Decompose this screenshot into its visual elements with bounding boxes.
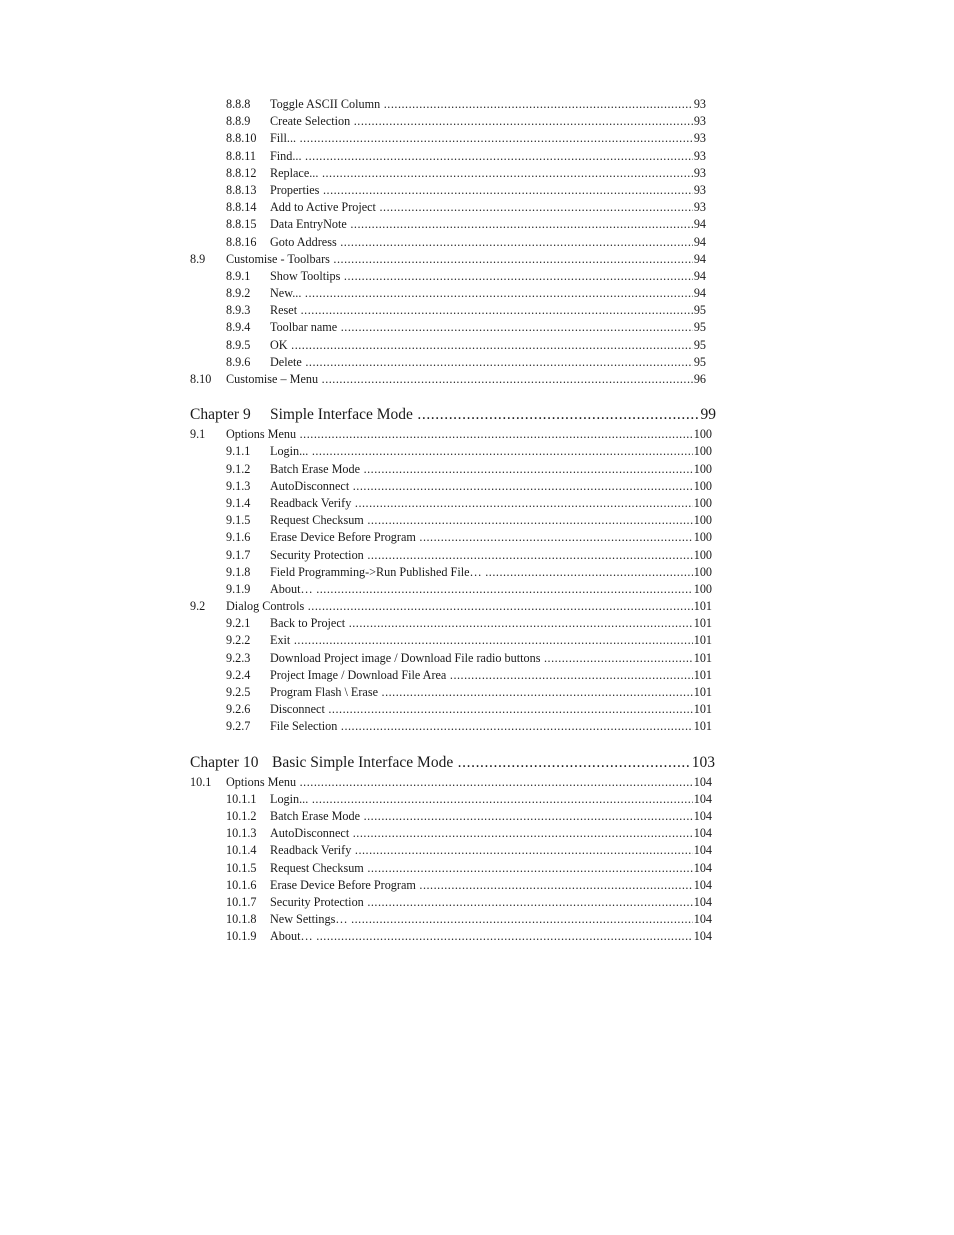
entry-page-area (270, 130, 706, 147)
entry-page-number: 101 (693, 701, 712, 718)
entry-title: Batch Erase Mode ..... (270, 461, 712, 478)
entry-page-number: 96 (693, 371, 706, 388)
entry-page-area (270, 165, 706, 182)
entry-title: Goto Address ..... (270, 234, 706, 251)
entry-page-number: 104 (693, 808, 712, 825)
entry-title: AutoDisconnect ..... (270, 478, 712, 495)
entry-page-area (270, 443, 712, 460)
toc-subsection-entry[interactable] (0, 337, 954, 354)
entry-number: 9.2.3 (226, 650, 251, 665)
entry-page-number: 94 (693, 216, 706, 233)
entry-page-area (270, 842, 712, 859)
toc-subsection-entry[interactable] (0, 877, 954, 894)
entry-number: 8.9.1 (226, 268, 251, 283)
toc-subsection-entry[interactable] (0, 199, 954, 216)
entry-page-number: 104 (693, 842, 712, 859)
entry-title: File Selection ..... (270, 718, 712, 735)
entry-page-area (270, 285, 706, 302)
entry-title: Erase Device Before Program ..... (270, 529, 712, 546)
entry-title: Options Menu ..... (226, 774, 712, 791)
entry-title: Security Protection ..... (270, 894, 712, 911)
entry-title: Security Protection ..... (270, 547, 712, 564)
entry-page-area (270, 718, 712, 735)
entry-page-number: 104 (693, 825, 712, 842)
entry-number: 9.2.5 (226, 685, 251, 699)
entry-number: 8.9.4 (226, 320, 251, 335)
entry-title: Readback Verify ..... (270, 495, 712, 512)
entry-title: New... ..... (270, 285, 706, 302)
toc-chapter-heading[interactable] (0, 404, 954, 426)
toc-subsection-entry[interactable] (0, 650, 954, 667)
entry-page-number: 94 (693, 285, 706, 302)
toc-subsection-entry[interactable] (0, 165, 954, 182)
entry-page-number: 93 (693, 96, 706, 113)
entry-title: About… ..... (270, 928, 712, 945)
entry-number: 10.1.3 (226, 826, 257, 841)
entry-page-area (270, 216, 706, 233)
entry-page-area (270, 684, 712, 701)
entry-page-area (270, 337, 706, 354)
entry-title: Field Programming->Run Published File… ..... (270, 564, 712, 581)
entry-page-area (270, 701, 712, 718)
entry-number: 10.1.2 (226, 808, 257, 823)
entry-number: 9.1.8 (226, 564, 251, 579)
entry-page-number: 100 (693, 529, 712, 546)
entry-page-area (270, 928, 712, 945)
toc-subsection-entry[interactable] (0, 113, 954, 130)
entry-title: Find... ..... (270, 148, 706, 165)
entry-page-area (226, 371, 706, 388)
entry-page-number: 101 (693, 650, 712, 667)
entry-page-number: 100 (693, 426, 712, 443)
toc-section-entry[interactable] (0, 774, 954, 791)
entry-title: Toolbar name ..... (270, 319, 706, 336)
entry-number: 9.2.6 (226, 702, 251, 717)
entry-page-number: 100 (693, 512, 712, 529)
toc-subsection-entry[interactable] (0, 564, 954, 581)
entry-number: 9.1.3 (226, 478, 251, 493)
entry-page-number: 104 (693, 911, 712, 928)
entry-page-number: 101 (693, 615, 712, 632)
entry-number: 8.9.5 (226, 337, 251, 352)
entry-page-area (270, 894, 712, 911)
toc-subsection-entry[interactable] (0, 96, 954, 113)
toc-subsection-entry[interactable] (0, 632, 954, 649)
toc-subsection-entry[interactable] (0, 615, 954, 632)
toc-subsection-entry[interactable] (0, 684, 954, 701)
entry-title: Replace... ..... (270, 165, 706, 182)
entry-page-area (270, 268, 706, 285)
entry-number: 8.9.3 (226, 303, 251, 318)
entry-number: 9.1.7 (226, 547, 251, 562)
toc-subsection-entry[interactable] (0, 182, 954, 199)
toc-subsection-entry[interactable] (0, 461, 954, 478)
entry-number: 10.1 (190, 774, 212, 789)
toc-subsection-entry[interactable] (0, 825, 954, 842)
entry-page-number: 95 (693, 319, 706, 336)
entry-title: Show Tooltips ..... (270, 268, 706, 285)
entry-page-area (270, 564, 712, 581)
toc-subsection-entry[interactable] (0, 354, 954, 371)
entry-number: 9.1.2 (226, 461, 251, 476)
entry-page-area (270, 615, 712, 632)
entry-number: 10.1.9 (226, 929, 257, 944)
entry-page-area (226, 774, 712, 791)
toc-subsection-entry[interactable] (0, 130, 954, 147)
entry-page-area (270, 650, 712, 667)
toc-subsection-entry[interactable] (0, 791, 954, 808)
entry-page-number: 94 (693, 268, 706, 285)
entry-page-area (270, 354, 706, 371)
entry-page-area (270, 791, 712, 808)
entry-page-number: 94 (693, 251, 706, 268)
entry-title: Delete ..... (270, 354, 706, 371)
entry-number: 9.2.1 (226, 616, 251, 631)
entry-title: Back to Project ..... (270, 615, 712, 632)
entry-title: Create Selection ..... (270, 113, 706, 130)
toc-subsection-entry[interactable] (0, 268, 954, 285)
entry-number: 9.1.9 (226, 581, 251, 596)
entry-title: Project Image / Download File Area ..... (270, 667, 712, 684)
toc-subsection-entry[interactable] (0, 216, 954, 233)
entry-page-area (270, 234, 706, 251)
entry-page-number: 100 (693, 461, 712, 478)
chapter-page-area (272, 752, 715, 774)
entry-page-number: 100 (693, 478, 712, 495)
entry-page-area (270, 478, 712, 495)
entry-page-area (270, 461, 712, 478)
entry-number: 9.1.6 (226, 530, 251, 545)
entry-page-number: 101 (693, 684, 712, 701)
entry-number: 8.8.11 (226, 148, 257, 163)
entry-page-area (270, 825, 712, 842)
toc-subsection-entry[interactable] (0, 718, 954, 735)
entry-page-area (270, 860, 712, 877)
entry-title: New Settings… ..... (270, 911, 712, 928)
entry-title: Reset ..... (270, 302, 706, 319)
entry-title: Fill... ..... (270, 130, 706, 147)
entry-number: 9.1.1 (226, 444, 251, 459)
entry-page-number: 93 (693, 113, 706, 130)
entry-number: 8.8.15 (226, 217, 257, 232)
entry-page-area (270, 319, 706, 336)
entry-number: 9.1 (190, 427, 206, 442)
entry-number: 8.8.10 (226, 131, 257, 146)
entry-number: 9.2.2 (226, 633, 251, 648)
toc-section-entry[interactable] (0, 371, 954, 388)
entry-title: Disconnect ..... (270, 701, 712, 718)
entry-number: 9.2.4 (226, 667, 251, 682)
chapter-page-number: 103 (689, 752, 715, 774)
entry-number: 10.1.5 (226, 860, 257, 875)
entry-page-number: 100 (693, 547, 712, 564)
entry-number: 10.1.4 (226, 843, 257, 858)
toc-subsection-entry[interactable] (0, 302, 954, 319)
toc-subsection-entry[interactable] (0, 148, 954, 165)
entry-page-number: 100 (693, 564, 712, 581)
toc-subsection-entry[interactable] (0, 808, 954, 825)
entry-page-number: 100 (693, 581, 712, 598)
entry-page-number: 101 (693, 667, 712, 684)
entry-page-area (270, 529, 712, 546)
entry-number: 8.9.2 (226, 286, 251, 301)
entry-page-number: 93 (693, 182, 706, 199)
entry-title: Login... ..... (270, 791, 712, 808)
toc-subsection-entry[interactable] (0, 547, 954, 564)
entry-number: 8.8.13 (226, 182, 257, 197)
entry-number: 9.1.4 (226, 495, 251, 510)
entry-number: 8.10 (190, 372, 212, 386)
entry-title: Erase Device Before Program ..... (270, 877, 712, 894)
toc-subsection-entry[interactable] (0, 842, 954, 859)
entry-number: 8.8.8 (226, 97, 251, 111)
toc-subsection-entry[interactable] (0, 285, 954, 302)
entry-page-area (270, 302, 706, 319)
entry-title: Request Checksum ..... (270, 860, 712, 877)
entry-page-area (270, 96, 706, 113)
entry-page-area (270, 632, 712, 649)
entry-page-area (226, 251, 706, 268)
entry-page-number: 101 (693, 632, 712, 649)
toc-section-entry[interactable] (0, 598, 954, 615)
toc-subsection-entry[interactable] (0, 478, 954, 495)
entry-page-area (270, 877, 712, 894)
entry-page-area (270, 512, 712, 529)
entry-number: 10.1.1 (226, 791, 257, 806)
entry-number: 10.1.8 (226, 912, 257, 927)
entry-page-number: 104 (693, 877, 712, 894)
entry-page-number: 101 (693, 598, 712, 615)
entry-page-area (270, 182, 706, 199)
entry-title: About… ..... (270, 581, 712, 598)
entry-title: Options Menu ..... (226, 426, 712, 443)
entry-page-number: 93 (693, 130, 706, 147)
entry-number: 10.1.7 (226, 894, 257, 909)
entry-page-number: 101 (693, 718, 712, 735)
entry-number: 8.8.16 (226, 234, 257, 249)
entry-number: 8.9.6 (226, 354, 251, 369)
entry-page-area (226, 598, 712, 615)
chapter-page-area (270, 404, 716, 426)
entry-number: 9.2 (190, 599, 206, 614)
entry-page-number: 95 (693, 354, 706, 371)
toc-subsection-entry[interactable] (0, 911, 954, 928)
entry-title: Exit ..... (270, 632, 712, 649)
entry-title: Program Flash \ Erase ..... (270, 684, 712, 701)
toc-subsection-entry[interactable] (0, 860, 954, 877)
entry-page-number: 104 (693, 894, 712, 911)
entry-title: Readback Verify ..... (270, 842, 712, 859)
entry-page-area (270, 547, 712, 564)
toc-subsection-entry[interactable] (0, 894, 954, 911)
toc-subsection-entry[interactable] (0, 495, 954, 512)
entry-title: Customise – Menu ..... (226, 371, 706, 388)
entry-page-area (270, 199, 706, 216)
toc-subsection-entry[interactable] (0, 319, 954, 336)
toc-section-entry[interactable] (0, 251, 954, 268)
entry-number: 10.1.6 (226, 877, 257, 892)
toc-subsection-entry[interactable] (0, 667, 954, 684)
entry-page-number: 104 (693, 774, 712, 791)
entry-number: 8.8.12 (226, 165, 257, 180)
entry-title: Toggle ASCII Column ..... (270, 96, 706, 113)
toc-subsection-entry[interactable] (0, 443, 954, 460)
chapter-title: Simple Interface Mode ..... (270, 404, 716, 426)
entry-page-number: 93 (693, 199, 706, 216)
entry-title: AutoDisconnect ..... (270, 825, 712, 842)
toc-subsection-entry[interactable] (0, 928, 954, 945)
toc-subsection-entry[interactable] (0, 512, 954, 529)
entry-page-area (270, 148, 706, 165)
entry-page-area (270, 113, 706, 130)
entry-number: 8.8.14 (226, 200, 257, 215)
entry-title: Download Project image / Download File radio buttons ..... (270, 650, 712, 667)
entry-page-number: 94 (693, 234, 706, 251)
entry-title: Properties ..... (270, 182, 706, 199)
entry-title: Batch Erase Mode ..... (270, 808, 712, 825)
toc-subsection-entry[interactable] (0, 581, 954, 598)
toc-subsection-entry[interactable] (0, 701, 954, 718)
entry-page-number: 93 (693, 165, 706, 182)
entry-number: 8.8.9 (226, 114, 251, 129)
entry-page-number: 104 (693, 928, 712, 945)
entry-title: Add to Active Project ..... (270, 199, 706, 216)
entry-page-number: 95 (693, 302, 706, 319)
entry-page-area (226, 426, 712, 443)
entry-page-area (270, 911, 712, 928)
entry-page-number: 104 (693, 860, 712, 877)
chapter-title: Basic Simple Interface Mode ..... (272, 752, 715, 774)
entry-title: Dialog Controls ..... (226, 598, 712, 615)
entry-title: Customise - Toolbars ..... (226, 251, 706, 268)
chapter-page-number: 99 (698, 404, 717, 426)
toc-subsection-entry[interactable] (0, 529, 954, 546)
entry-title: Request Checksum ..... (270, 512, 712, 529)
entry-title: Login... ..... (270, 443, 712, 460)
toc-subsection-entry[interactable] (0, 234, 954, 251)
entry-title: OK ..... (270, 337, 706, 354)
chapter-number: Chapter 10 (190, 753, 259, 771)
entry-page-area (270, 495, 712, 512)
table-of-contents (0, 96, 954, 945)
entry-page-area (270, 808, 712, 825)
toc-section-entry[interactable] (0, 426, 954, 443)
entry-page-area (270, 581, 712, 598)
chapter-number: Chapter 9 (190, 406, 251, 424)
entry-page-number: 95 (693, 337, 706, 354)
entry-page-number: 104 (693, 791, 712, 808)
entry-page-number: 100 (693, 495, 712, 512)
entry-page-area (270, 667, 712, 684)
toc-chapter-heading[interactable] (0, 752, 954, 774)
entry-number: 8.9 (190, 251, 206, 266)
entry-title: Data EntryNote ..... (270, 216, 706, 233)
entry-page-number: 93 (693, 148, 706, 165)
entry-number: 9.1.5 (226, 513, 251, 528)
entry-number: 9.2.7 (226, 719, 251, 734)
entry-page-number: 100 (693, 443, 712, 460)
